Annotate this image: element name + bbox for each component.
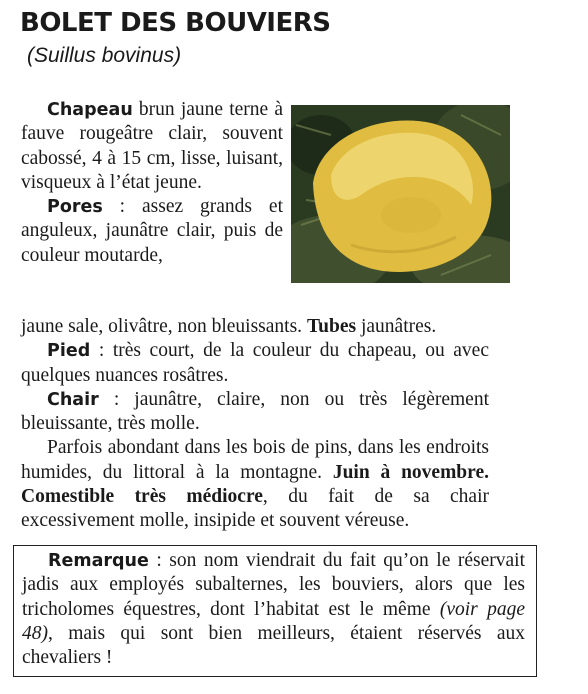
chair-text: : jaunâtre, claire, non ou très légèrement bleuissante, très molle. <box>21 388 489 435</box>
latin-name: (Suillus bovinus) <box>27 44 182 67</box>
chair-paragraph <box>21 388 489 437</box>
season-text: Juin à novembre. <box>332 461 489 483</box>
remarque-text2: , mais qui sont bien meilleurs, étaient réservés aux chevaliers ! <box>22 622 525 669</box>
species-title: BOLET DES BOUVIERS <box>20 8 331 38</box>
chapeau-text: brun jaune terne à fauve rougeâtre clair, souvent cabossé, 4 à 15 cm, lisse, luisant, visqueux à l’état jeune. <box>21 99 283 193</box>
mushroom-photo <box>291 105 510 283</box>
pied-term: Pied <box>47 341 91 362</box>
remarque-text1: : son nom viendrait du fait qu’on le réservait jadis aux employés subalternes, les bouviers, alors que les tricholomes équestres, dont l’habitat est le même <box>22 550 525 620</box>
pied-text: : très court, de la couleur du chapeau, ou avec quelques nuances rosâtres. <box>21 340 489 386</box>
pores-text-cont: jaune sale, olivâtre, non bleuissants. <box>21 316 303 337</box>
chapeau-paragraph <box>21 98 283 195</box>
pores-term: Pores <box>47 197 103 218</box>
description-column <box>21 98 283 268</box>
remarque-box <box>13 545 537 677</box>
habitat-text1: Parfois abondant dans les bois de pins, dans les endroits humides, du littoral à la montagne. <box>21 437 489 483</box>
page-reference: (voir page 48) <box>22 598 526 644</box>
edibility-text: Comestible très médiocre <box>21 486 263 508</box>
remarque-paragraph <box>22 549 525 670</box>
pores-continuation <box>21 315 489 339</box>
chair-term: Chair <box>47 389 99 410</box>
chapeau-term: Chapeau <box>47 100 133 120</box>
remarque-term: Remarque <box>48 551 149 571</box>
tubes-text: jaunâtres. <box>356 316 437 337</box>
habitat-text2: , du fait de sa chair excessivement molle, insipide et souvent véreuse. <box>21 486 489 532</box>
mushroom-cap-illustration <box>291 105 510 283</box>
pied-paragraph <box>21 339 489 388</box>
tubes-term: Tubes <box>306 316 357 337</box>
description-full-width <box>21 315 489 534</box>
pores-text: : assez grands et anguleux, jaunâtre clair, puis de couleur moutarde, <box>21 196 283 266</box>
pores-paragraph <box>21 195 283 268</box>
habitat-paragraph <box>21 436 489 533</box>
